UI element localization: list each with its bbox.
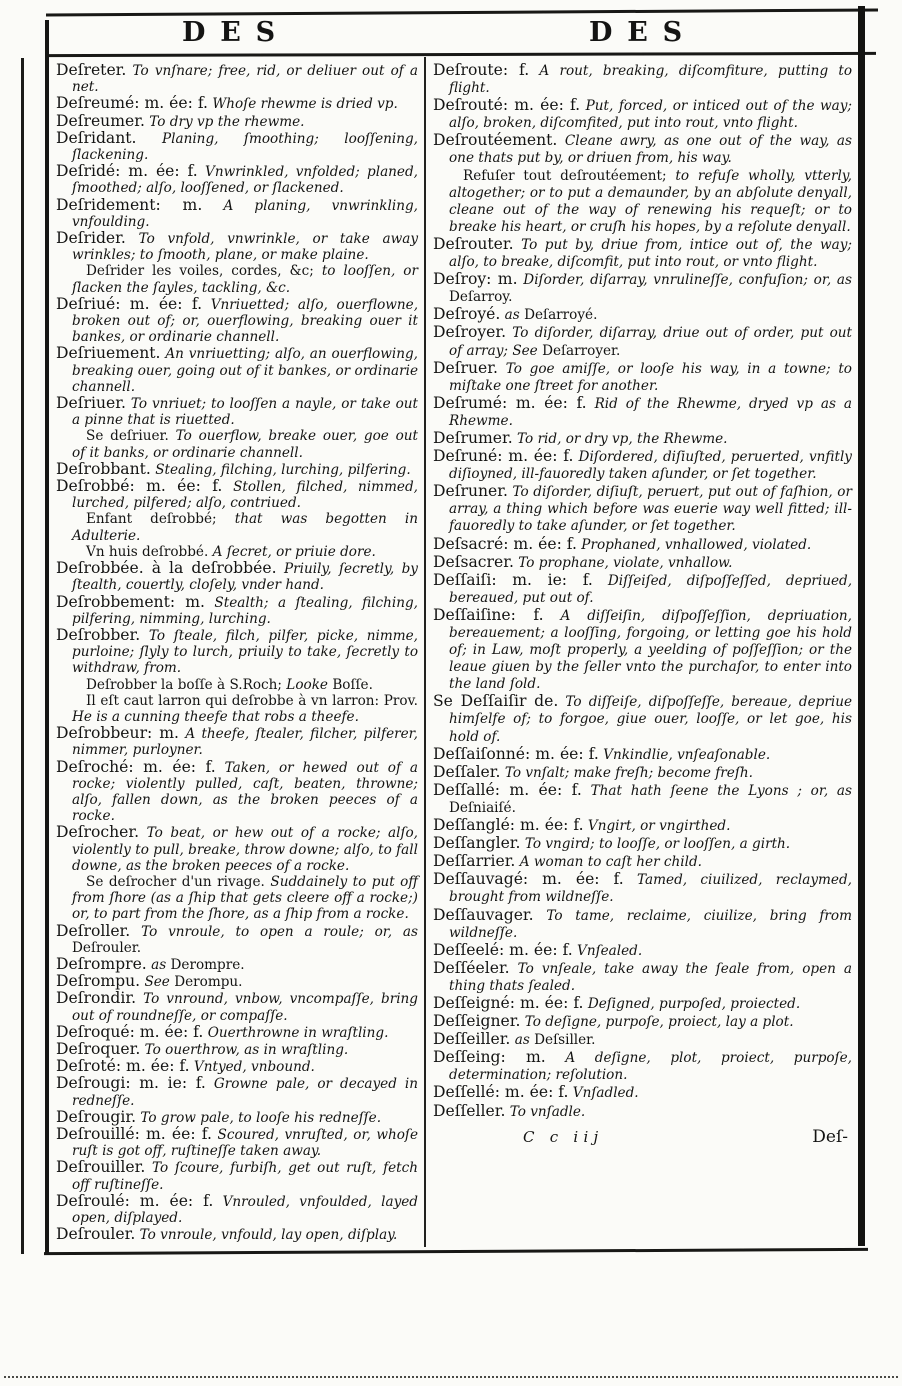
entry-headword: Il eſt caut larron qui deſrobbe à vn larron: Prov. (86, 692, 418, 709)
entry-headword: Deſriuement. (56, 344, 161, 363)
dictionary-entry (56, 461, 418, 478)
entry-definition: To vngird; to looſſe, or looſſen, a girth. (524, 836, 791, 853)
entry-headword: Deſſaiſine: f. (433, 605, 544, 624)
entry-cross-reference: Deſrouler. (72, 939, 142, 956)
dictionary-entry (433, 1103, 852, 1121)
entry-headword: Deſrobbement: m. (56, 592, 205, 611)
entry-headword: Se deſriuer. (86, 428, 169, 445)
entry-definition: as (151, 956, 167, 973)
entry-definition: Deſigned, purpoſed, proiected. (587, 995, 801, 1012)
dictionary-subentry (56, 693, 418, 725)
entry-headword: Deſreumer. (56, 111, 145, 130)
dictionary-entry (56, 62, 418, 95)
entry-headword: Deſrouté: m. ée: f. (433, 96, 581, 115)
dictionary-entry (56, 478, 418, 511)
entry-definition: Planing, ſmoothing; looſſening, ſlackening. (72, 130, 419, 164)
entry-definition: A planing, vnwrinkling, vnfoulding. (72, 197, 419, 230)
entry-definition: To goe amiſſe, or looſe his way, in a towne; to miſtake one ſtreet for another. (449, 360, 852, 394)
dictionary-entry (433, 817, 852, 835)
dictionary-entry (433, 871, 852, 906)
entry-headword: Deſroulé: m. ée: f. (56, 1191, 214, 1210)
column-header-left: DES (181, 17, 291, 48)
dictionary-entry (433, 764, 852, 782)
entry-definition: Diſorder, diſarray, vnrulineſſe, confuſion; or, as (523, 272, 852, 289)
entry-definition: Vnwrinkled, vnfolded; planed, ſmoothed; alſo, looſſened, or ſlackened. (72, 164, 418, 197)
entry-definition: A ſecret, or priuie dore. (212, 543, 376, 560)
entry-headword: Deſſeing: m. (433, 1048, 546, 1067)
dictionary-entry (56, 990, 418, 1023)
entry-headword: Deſſeiller. (433, 1030, 511, 1049)
entry-definition: To diſorder, diſarray, driue out of order, put out of array; See (449, 325, 852, 359)
dictionary-entry (433, 324, 852, 359)
dictionary-entry (433, 306, 852, 324)
entry-headword: Deſroché: m. ée: f. (56, 757, 216, 776)
frame-border-bottom (44, 1248, 868, 1255)
entry-definition: Prophaned, vnhallowed, violated. (581, 536, 812, 553)
entry-headword: Se Deſſaiſir de. (433, 692, 559, 711)
dictionary-entry (433, 1084, 852, 1102)
dictionary-entry (433, 1049, 852, 1084)
entry-definition: To diſorder, diſiuſt, peruert, put out of faſhion, or array, a thing which before was euerie way well fitted; ill-fauoredly to take aſunder, or ſet together. (449, 484, 852, 535)
entry-headword: Deſrouler. (56, 1225, 136, 1244)
entry-definition: Cleane awry, as one out of the way, as one thats put by, or driuen from, his way. (449, 133, 852, 167)
entry-definition: To ouerthrow, as in wraſtling. (144, 1041, 349, 1058)
entry-headword: Deſſeigné: m. ée: f. (433, 993, 584, 1012)
entry-definition: Diſſeiſed, diſpoſſeſſed, depriued, bereaued, put out of. (449, 572, 853, 606)
entry-definition: To vnroule, to open a roule; or, as (141, 923, 419, 940)
entry-headword: Deſrider les voiles, cordes, &c; (86, 263, 314, 280)
page-footer (433, 1127, 852, 1147)
entry-definition: A woman to caſt her child. (519, 854, 702, 871)
entry-definition: A deſigne, plot, proiect, purpoſe, determination; reſolution. (449, 1050, 852, 1084)
entry-definition: as (504, 307, 520, 324)
entry-headword: Deſrobber. (56, 625, 141, 644)
dictionary-entry (56, 1126, 418, 1159)
entry-definition: Looke (286, 676, 328, 693)
entry-definition: Vnriuetted; alſo, ouerflowne, broken out of; or, ouerflowing, breaking ouer it bankes, or ordinarie channell. (72, 296, 419, 346)
right-column (433, 62, 852, 1147)
entry-definition: Put, forced, or inticed out of the way; alſo, broken, diſcomfited, put into rout, vnto flight. (449, 98, 852, 132)
dictionary-entry (433, 271, 852, 306)
entry-definition: That hath ſeene the Lyons ; or, as (590, 782, 852, 799)
entry-headword: Deſſéeler. (433, 958, 510, 977)
dictionary-entry (56, 725, 418, 758)
entry-definition: To vnſnare; free, rid, or deliuer out of a net. (72, 63, 418, 96)
dictionary-entry (433, 907, 852, 942)
dictionary-subentry (56, 544, 418, 560)
entry-definition: To dry vp the rhewme. (149, 113, 305, 130)
entry-definition: Vnſadled. (572, 1085, 639, 1102)
dictionary-entry (56, 956, 418, 973)
dictionary-subentry (56, 263, 418, 295)
entry-headword: Deſrumer. (433, 428, 513, 447)
entry-headword: Deſroller. (56, 921, 131, 940)
entry-headword: Deſſauvager. (433, 905, 534, 924)
entry-definition: To put by, driue from, intice out of, the way; alſo, to breake, diſcomfit, put into rout, or vnto flight. (449, 236, 852, 271)
entry-headword: Deſſangler. (433, 834, 521, 853)
entry-headword: Deſrider. (56, 229, 126, 248)
entry-headword: Deſrobber la boſſe à S.Roch; (86, 676, 282, 693)
dictionary-subentry (56, 677, 418, 693)
entry-definition: To vnſadle. (509, 1103, 586, 1120)
dictionary-entry (433, 97, 852, 132)
entry-headword: Deſſaiſonné: m. ée: f. (433, 744, 599, 763)
entry-headword: Deſſanglé: m. ée: f. (433, 816, 584, 835)
entry-definition: Ouerthrowne in wraſtling. (207, 1024, 389, 1041)
dictionary-entry (433, 960, 852, 995)
dictionary-entry (433, 995, 852, 1013)
entry-headword: Deſſeelé: m. ée: f. (433, 940, 573, 959)
entry-headword: Deſſarrier. (433, 852, 516, 871)
signature-mark: C c iij (523, 1127, 604, 1146)
dictionary-entry (56, 594, 418, 627)
entry-headword: Deſrouillé: m. ée: f. (56, 1125, 212, 1143)
entry-headword: Se deſrocher d'un rivage. (86, 873, 265, 890)
dictionary-entry (433, 835, 852, 853)
entry-definition: to looſſen, or ſlacken the ſayles, tackling, &c. (72, 263, 418, 296)
entry-definition: A rout, breaking, diſcomfiture, putting to flight. (449, 63, 853, 97)
dictionary-entry (433, 360, 852, 395)
page-edge-left (21, 58, 24, 1254)
dictionary-subentry (56, 511, 418, 543)
dictionary-entry (56, 230, 418, 263)
entry-definition: Stealth; a ſtealing, filching, pilfering, nimming, lurching. (72, 594, 418, 627)
entry-headword: Deſſeller. (433, 1101, 506, 1120)
entry-definition: Suddainely to put off from ſhore (as a ſhip that gets cleere off a rocke;) or, to part from the ſhore, as a ſhip from a rocke. (72, 873, 418, 923)
entry-cross-reference: Deſsiller. (534, 1032, 596, 1049)
dictionary-entry (56, 1109, 418, 1126)
dictionary-entry (433, 942, 852, 960)
entry-definition: To vnround, vnbow, vncompaſſe, bring out of roundneſſe, or compaſſe. (72, 991, 418, 1024)
catchword: Deſ- (812, 1126, 848, 1147)
entry-definition: To grow pale, to looſe his redneſſe. (140, 1109, 382, 1126)
entry-headword: Deſrumé: m. ée: f. (433, 393, 587, 412)
dictionary-entry (433, 62, 852, 97)
entry-definition: Diſordered, diſiuſted, peruerted, vnfitly diſioyned, ill-fauoredly taken aſunder, or ſet together. (449, 449, 852, 483)
dictionary-entry (56, 923, 418, 956)
dictionary-entry (433, 483, 852, 535)
entry-definition: Scoured, vnruſted, or, whoſe ruſt is got off, ruſtineſſe taken away. (72, 1127, 418, 1160)
entry-cross-reference: Deſniaiſé. (449, 799, 516, 816)
entry-definition: To deſigne, purpoſe, proiect, lay a plot. (524, 1014, 794, 1031)
dictionary-entry (56, 95, 418, 112)
entry-definition: He is a cunning theefe that robs a theefe. (72, 708, 359, 725)
dictionary-entry (56, 824, 418, 874)
dictionary-entry (56, 560, 418, 593)
entry-headword: Deſrobbant. (56, 459, 151, 478)
header-rule (46, 52, 876, 57)
dictionary-entry (433, 536, 852, 554)
entry-cross-reference: Derompre. (170, 956, 245, 973)
entry-headword: Deſrouter. (433, 234, 514, 253)
column-divider-rule (424, 57, 426, 1247)
entry-headword: Deſsacrer. (433, 552, 514, 571)
dictionary-subentry (433, 168, 852, 236)
entry-definition: Whoſe rhewme is dried vp. (212, 96, 398, 113)
entry-headword: Deſroté: m. ée: f. (56, 1057, 190, 1076)
entry-headword: Deſroute: f. (433, 61, 530, 79)
entry-definition: A theefe, ſtealer, filcher, pilferer, nimmer, purloyner. (72, 726, 418, 759)
entry-definition: To vnroule, vnfould, lay open, diſplay. (139, 1227, 398, 1244)
dictionary-entry (56, 163, 418, 196)
entry-headword: Deſſauvagé: m. ée: f. (433, 870, 624, 889)
entry-headword: Deſroutéement. (433, 131, 558, 150)
entry-definition: Rid of the Rhewme, dryed vp as a Rhewme. (449, 395, 852, 429)
entry-headword: Deſruer. (433, 358, 498, 377)
entry-definition: Vnrouled, vnfoulded, layed open, diſplayed. (72, 1193, 418, 1227)
entry-definition: Tamed, ciuilized, reclaymed, brought from wildneſſe. (449, 872, 852, 906)
entry-definition: To vnſeale, take away the ſeale from, open a thing thats ſealed. (449, 960, 852, 994)
entry-headword: Enfant deſrobbé; (86, 511, 217, 528)
entry-headword: Deſruner. (433, 482, 508, 501)
dictionary-entry (56, 1058, 418, 1075)
dictionary-entry (56, 130, 418, 163)
dictionary-entry (433, 236, 852, 271)
entry-headword: Deſſaler. (433, 762, 501, 781)
dictionary-entry (433, 430, 852, 448)
entry-definition: Vngirt, or vngirthed. (587, 818, 731, 835)
frame-border-right (858, 6, 865, 1246)
entry-headword: Deſroy: m. (433, 270, 518, 289)
entry-cross-reference: Deſarroyé. (524, 307, 598, 324)
entry-definition: To diſſeiſe, diſpoſſeſſe, bereaue, depriue himſelfe of; to forgoe, giue ouer, looſſe, or let goe, his hold of. (449, 694, 852, 745)
dictionary-entry (56, 113, 418, 130)
entry-headword: Vn huis deſrobbé. (86, 543, 209, 560)
entry-definition: Vnſealed. (577, 942, 643, 959)
entry-cross-reference: Derompu. (174, 974, 243, 991)
entry-headword: Deſrompu. (56, 972, 141, 991)
entry-headword: Deſriuer. (56, 394, 126, 413)
entry-headword: Deſrobbée. à la deſrobbée. (56, 559, 277, 578)
entry-headword: Deſrobbé: m. ée: f. (56, 477, 223, 496)
dictionary-entry (433, 853, 852, 871)
entry-definition: An vnriuetting; alſo, an ouerflowing, breaking ouer, going out of it bankes, or ordinarie channell. (72, 346, 418, 395)
entry-headword: Deſreumé: m. ée: f. (56, 94, 208, 113)
dictionary-entry (433, 395, 852, 430)
dictionary-subentry (56, 874, 418, 923)
left-column (56, 62, 418, 1243)
dictionary-entry (56, 296, 418, 346)
entry-headword: Deſridé: m. ée: f. (56, 162, 198, 181)
entry-definition: as (514, 1032, 530, 1049)
entry-headword: Deſſeigner. (433, 1012, 521, 1031)
entry-definition: To vnfold, vnwrinkle, or take away wrinkles; to ſmooth, plane, or make plaine. (72, 231, 419, 264)
dictionary-entry (56, 759, 418, 825)
dictionary-entry (56, 1193, 418, 1226)
dictionary-entry (56, 1041, 418, 1058)
entry-headword: Deſsacré: m. ée: f. (433, 534, 577, 553)
entry-headword: Deſridement: m. (56, 195, 203, 214)
entry-headword: Deſrouiller. (56, 1158, 146, 1177)
entry-definition: Priuily, ſecretly, by ſtealth, couertly, cloſely, vnder hand. (72, 561, 418, 594)
entry-headword: Deſreter. (56, 61, 127, 79)
entry-headword: Deſruné: m. ée: f. (433, 447, 574, 466)
entry-definition: Vnkindlie, vnſeaſonable. (603, 746, 771, 763)
entry-headword: Deſroquer. (56, 1039, 141, 1058)
dictionary-entry (56, 973, 418, 990)
entry-headword: Deſrondir. (56, 989, 137, 1008)
dictionary-entry (56, 345, 418, 395)
dictionary-entry (433, 572, 852, 607)
entry-definition: Vntyed, vnbound. (193, 1059, 315, 1076)
entry-cross-reference: Deſarroyer. (542, 342, 621, 359)
frame-border-left (45, 20, 49, 1255)
dictionary-entry (433, 132, 852, 167)
entry-headword: Deſrocher. (56, 823, 140, 842)
entry-headword: Deſſaiſi: m. ie: f. (433, 570, 593, 589)
entry-definition: that was begotten in Adulterie. (72, 511, 418, 544)
dictionary-entry (433, 746, 852, 764)
entry-definition: To prophane, violate, vnhallow. (518, 554, 733, 571)
entry-definition: To vnſalt; make freſh; become freſh. (504, 764, 753, 781)
dictionary-entry (433, 693, 852, 745)
entry-definition: Stollen, filched, nimmed, lurched, pilfered; alſo, contriued. (72, 479, 418, 512)
dictionary-entry (56, 395, 418, 428)
entry-headword: Deſroyer. (433, 323, 507, 342)
entry-headword: Deſrougir. (56, 1107, 137, 1126)
entry-definition: To ſcoure, furbiſh, get out ruſt, fetch off ruſtineſſe. (72, 1160, 418, 1193)
entry-definition: To vnriuet; to looſſen a nayle, or take out a pinne that is riuetted. (72, 396, 418, 429)
entry-headword: Deſſallé: m. ée: f. (433, 780, 582, 799)
entry-definition: To tame, reclaime, ciuilize, bring from wildneſſe. (449, 907, 853, 941)
entry-definition: To rid, or dry vp, the Rhewme. (517, 430, 728, 447)
entry-definition: To ſteale, filch, pilfer, picke, nimme, purloine; ſlyly to lurch, priuily to take, ſecretly to withdraw, from. (72, 627, 419, 677)
entry-headword: Refuſer tout deſroutéement; (463, 167, 667, 184)
entry-definition: To beat, or hew out of a rocke; alſo, violently to pull, breake, throw downe; alſo, to fall downe, as the broken peeces of a rocke. (72, 825, 418, 874)
entry-cross-reference: Boſſe. (332, 676, 373, 693)
dictionary-entry (433, 554, 852, 572)
dictionary-subentry (56, 428, 418, 460)
entry-headword: Deſroqué: m. ée: f. (56, 1022, 204, 1041)
dictionary-entry (433, 607, 852, 693)
dictionary-entry (56, 1226, 418, 1243)
entry-definition: to refuſe wholly, vtterly, altogether; or to put a demaunder, by an abſolute denyall, cleane out of the way of renewing his requeſt; or to breake his heart, or cruſh his hopes, by a reſolute denyall. (449, 167, 852, 235)
dictionary-entry (433, 448, 852, 483)
entry-headword: Deſrougi: m. ie: f. (56, 1074, 206, 1093)
entry-headword: Deſrobbeur: m. (56, 724, 179, 743)
entry-definition: Taken, or hewed out of a rocke; violently pulled, caſt, beaten, throwne; alſo, fallen down, as the broken peeces of a rocke. (72, 759, 418, 825)
entry-cross-reference: Deſarroy. (449, 289, 513, 306)
entry-headword: Deſſellé: m. ée: f. (433, 1083, 569, 1102)
entry-headword: Deſroyé. (433, 305, 501, 324)
entry-definition: To ouerflow, breake ouer, goe out of it banks, or ordinarie channell. (72, 428, 418, 461)
dictionary-entry (56, 1159, 418, 1192)
dictionary-entry (56, 1024, 418, 1041)
dictionary-entry (56, 1075, 418, 1108)
entry-headword: Deſrompre. (56, 954, 147, 973)
entry-definition: Growne pale, or decayed in redneſſe. (72, 1076, 418, 1109)
dictionary-entry (433, 1013, 852, 1031)
entry-headword: Deſriué: m. ée: f. (56, 294, 203, 313)
entry-headword: Deſridant. (56, 128, 137, 147)
dictionary-entry (56, 627, 418, 677)
dictionary-entry (56, 197, 418, 230)
dictionary-entry (433, 1031, 852, 1049)
page-bottom-dotted-line (4, 1376, 898, 1378)
entry-definition: Stealing, filching, lurching, pilfering. (155, 461, 411, 478)
entry-definition: A diſſeiſin, diſpoſſeſſion, depriuation, bereauement; a looſſing, forgoing, or letting goe his hold of; in Law, moſt properly, a yeelding of poſſeſſion; or the leaue giuen by the ſeller vnto the purchaſor, to enter into the land ſold. (449, 607, 852, 693)
column-header-right: DES (588, 17, 698, 48)
dictionary-entry (433, 782, 852, 817)
entry-definition: See (144, 974, 170, 991)
